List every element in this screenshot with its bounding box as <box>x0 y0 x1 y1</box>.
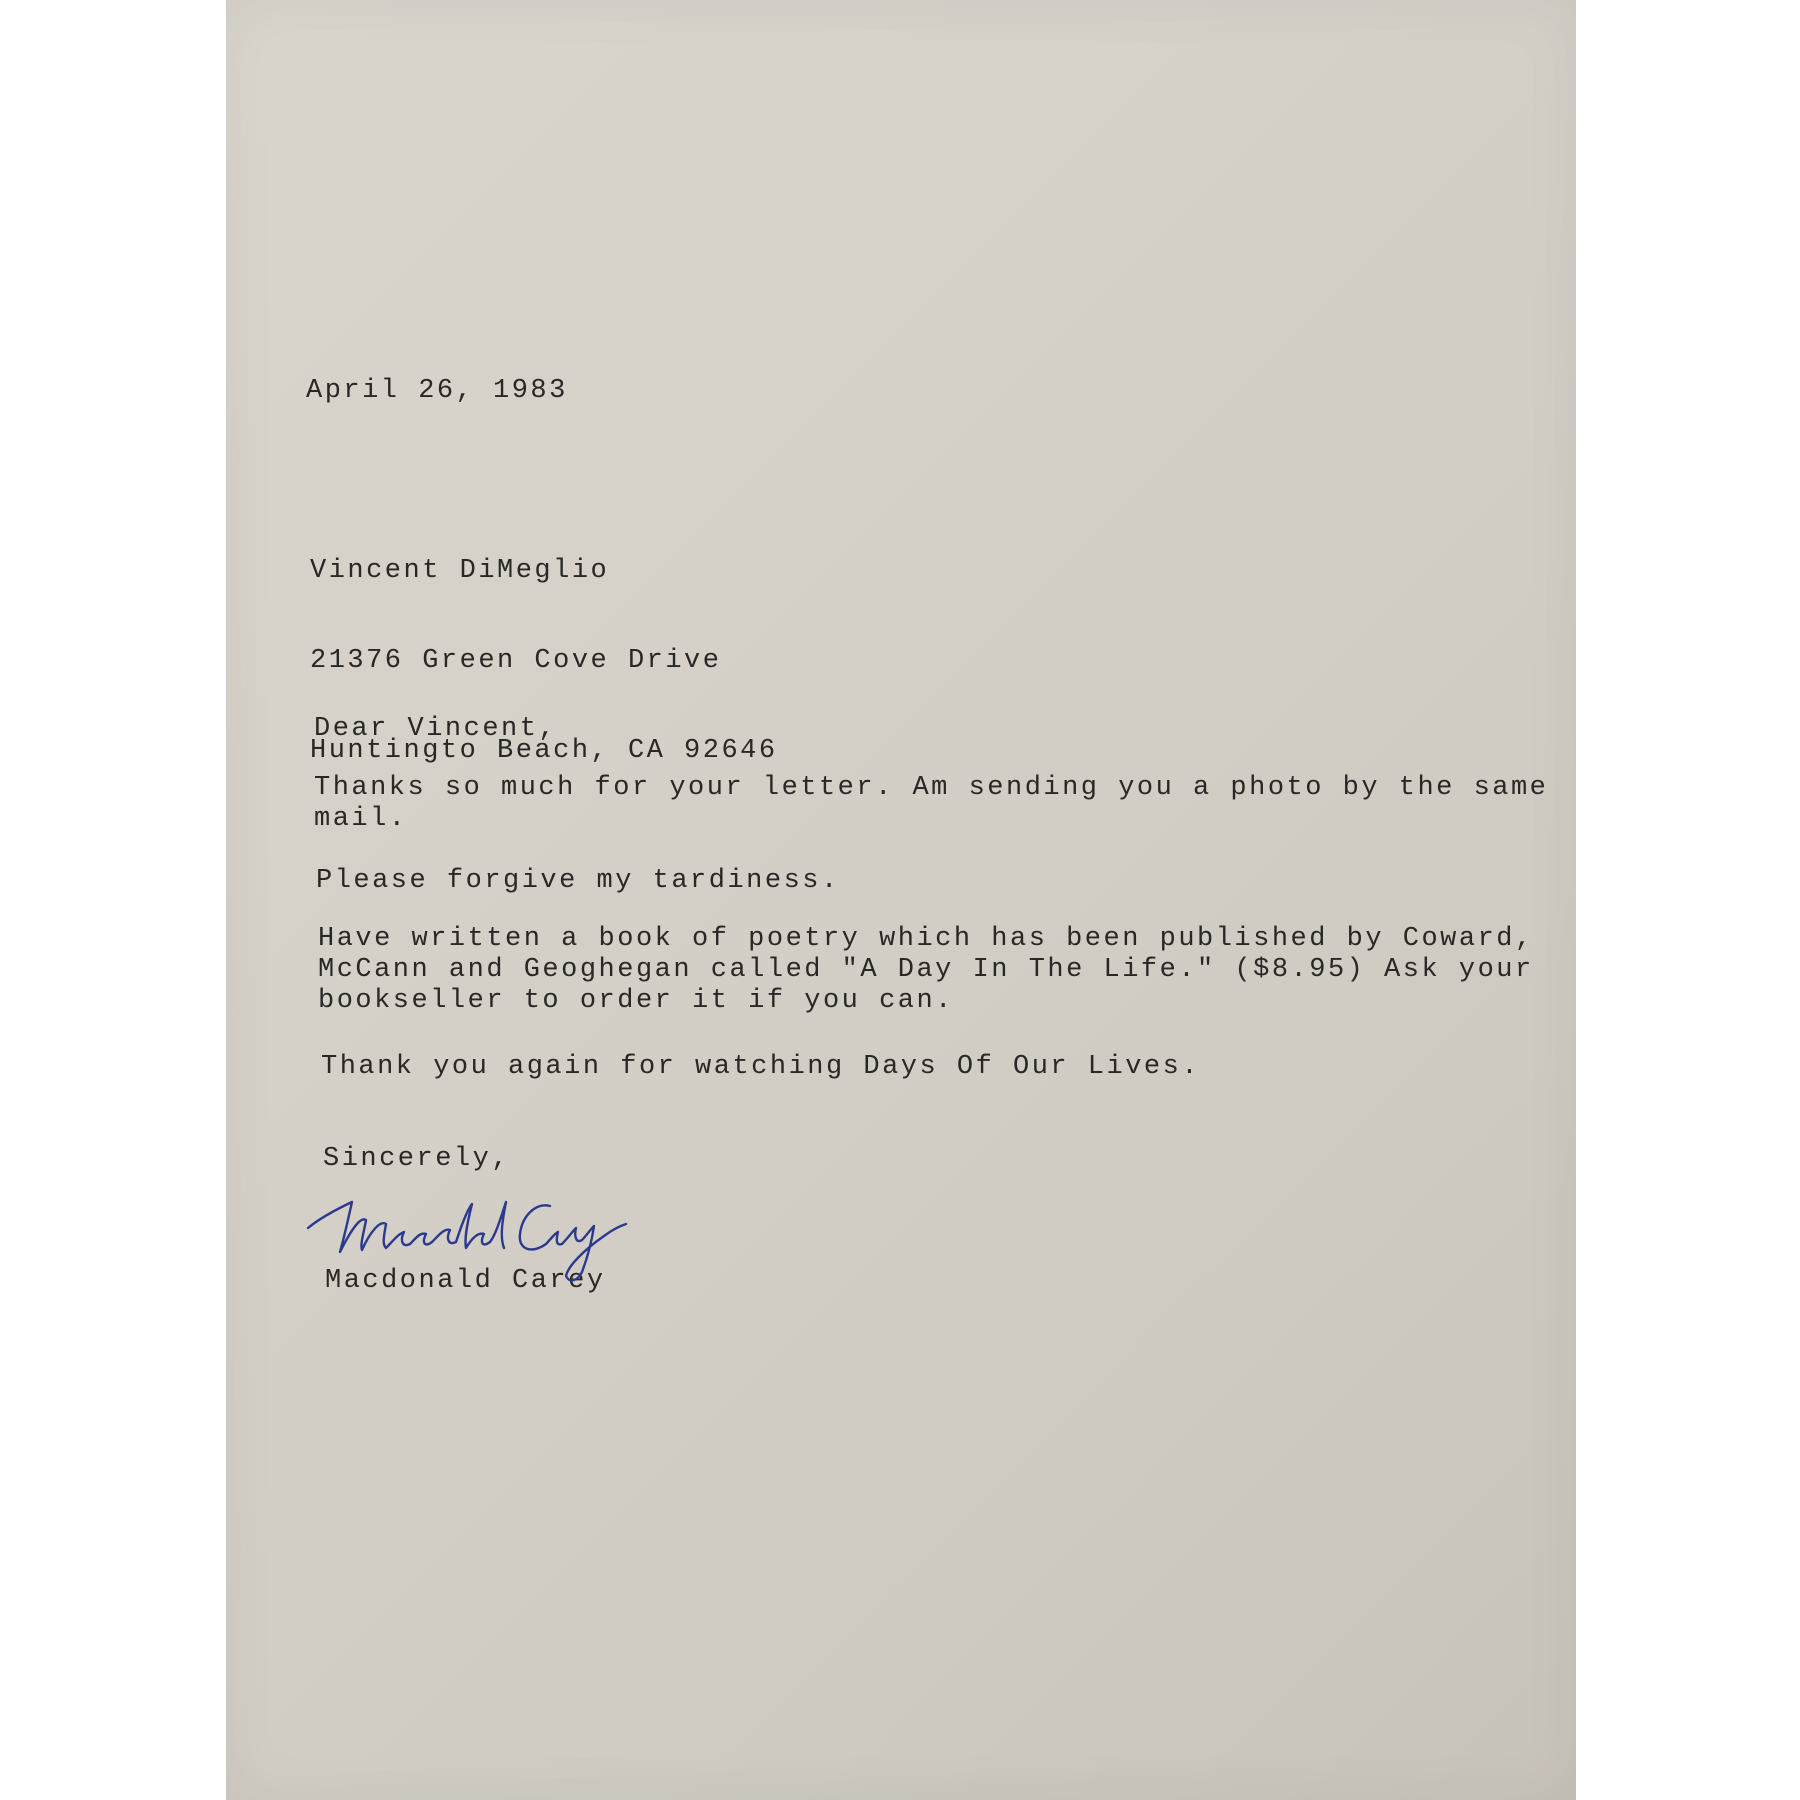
recipient-name: Vincent DiMeglio <box>310 556 610 586</box>
recipient-city-line: Huntingto Beach, CA 92646 <box>310 736 778 766</box>
salutation: Dear Vincent, <box>314 714 558 744</box>
body-paragraph-4: Thank you again for watching Days Of Our Lives. <box>321 1052 1201 1082</box>
letter-date: April 26, 1983 <box>306 376 568 406</box>
signature-stroke <box>520 1205 626 1280</box>
body-paragraph-1: Thanks so much for your letter. Am sending you a photo by the same mail. <box>314 773 1549 834</box>
recipient-street: 21376 Green Cove Drive <box>310 646 722 676</box>
letter-paper <box>226 0 1576 1800</box>
closing: Sincerely, <box>323 1144 511 1174</box>
signature-stroke <box>308 1202 506 1252</box>
body-paragraph-3: Have written a book of poetry which has been published by Coward, McCann and Geoghegan called "A Day In The Life." ($8.95) Ask your bookseller to order it if you can. <box>318 924 1534 1016</box>
handwritten-signature <box>300 1180 640 1290</box>
body-paragraph-2: Please forgive my tardiness. <box>316 866 840 896</box>
typed-signature-name: Macdonald Carey <box>325 1266 606 1296</box>
